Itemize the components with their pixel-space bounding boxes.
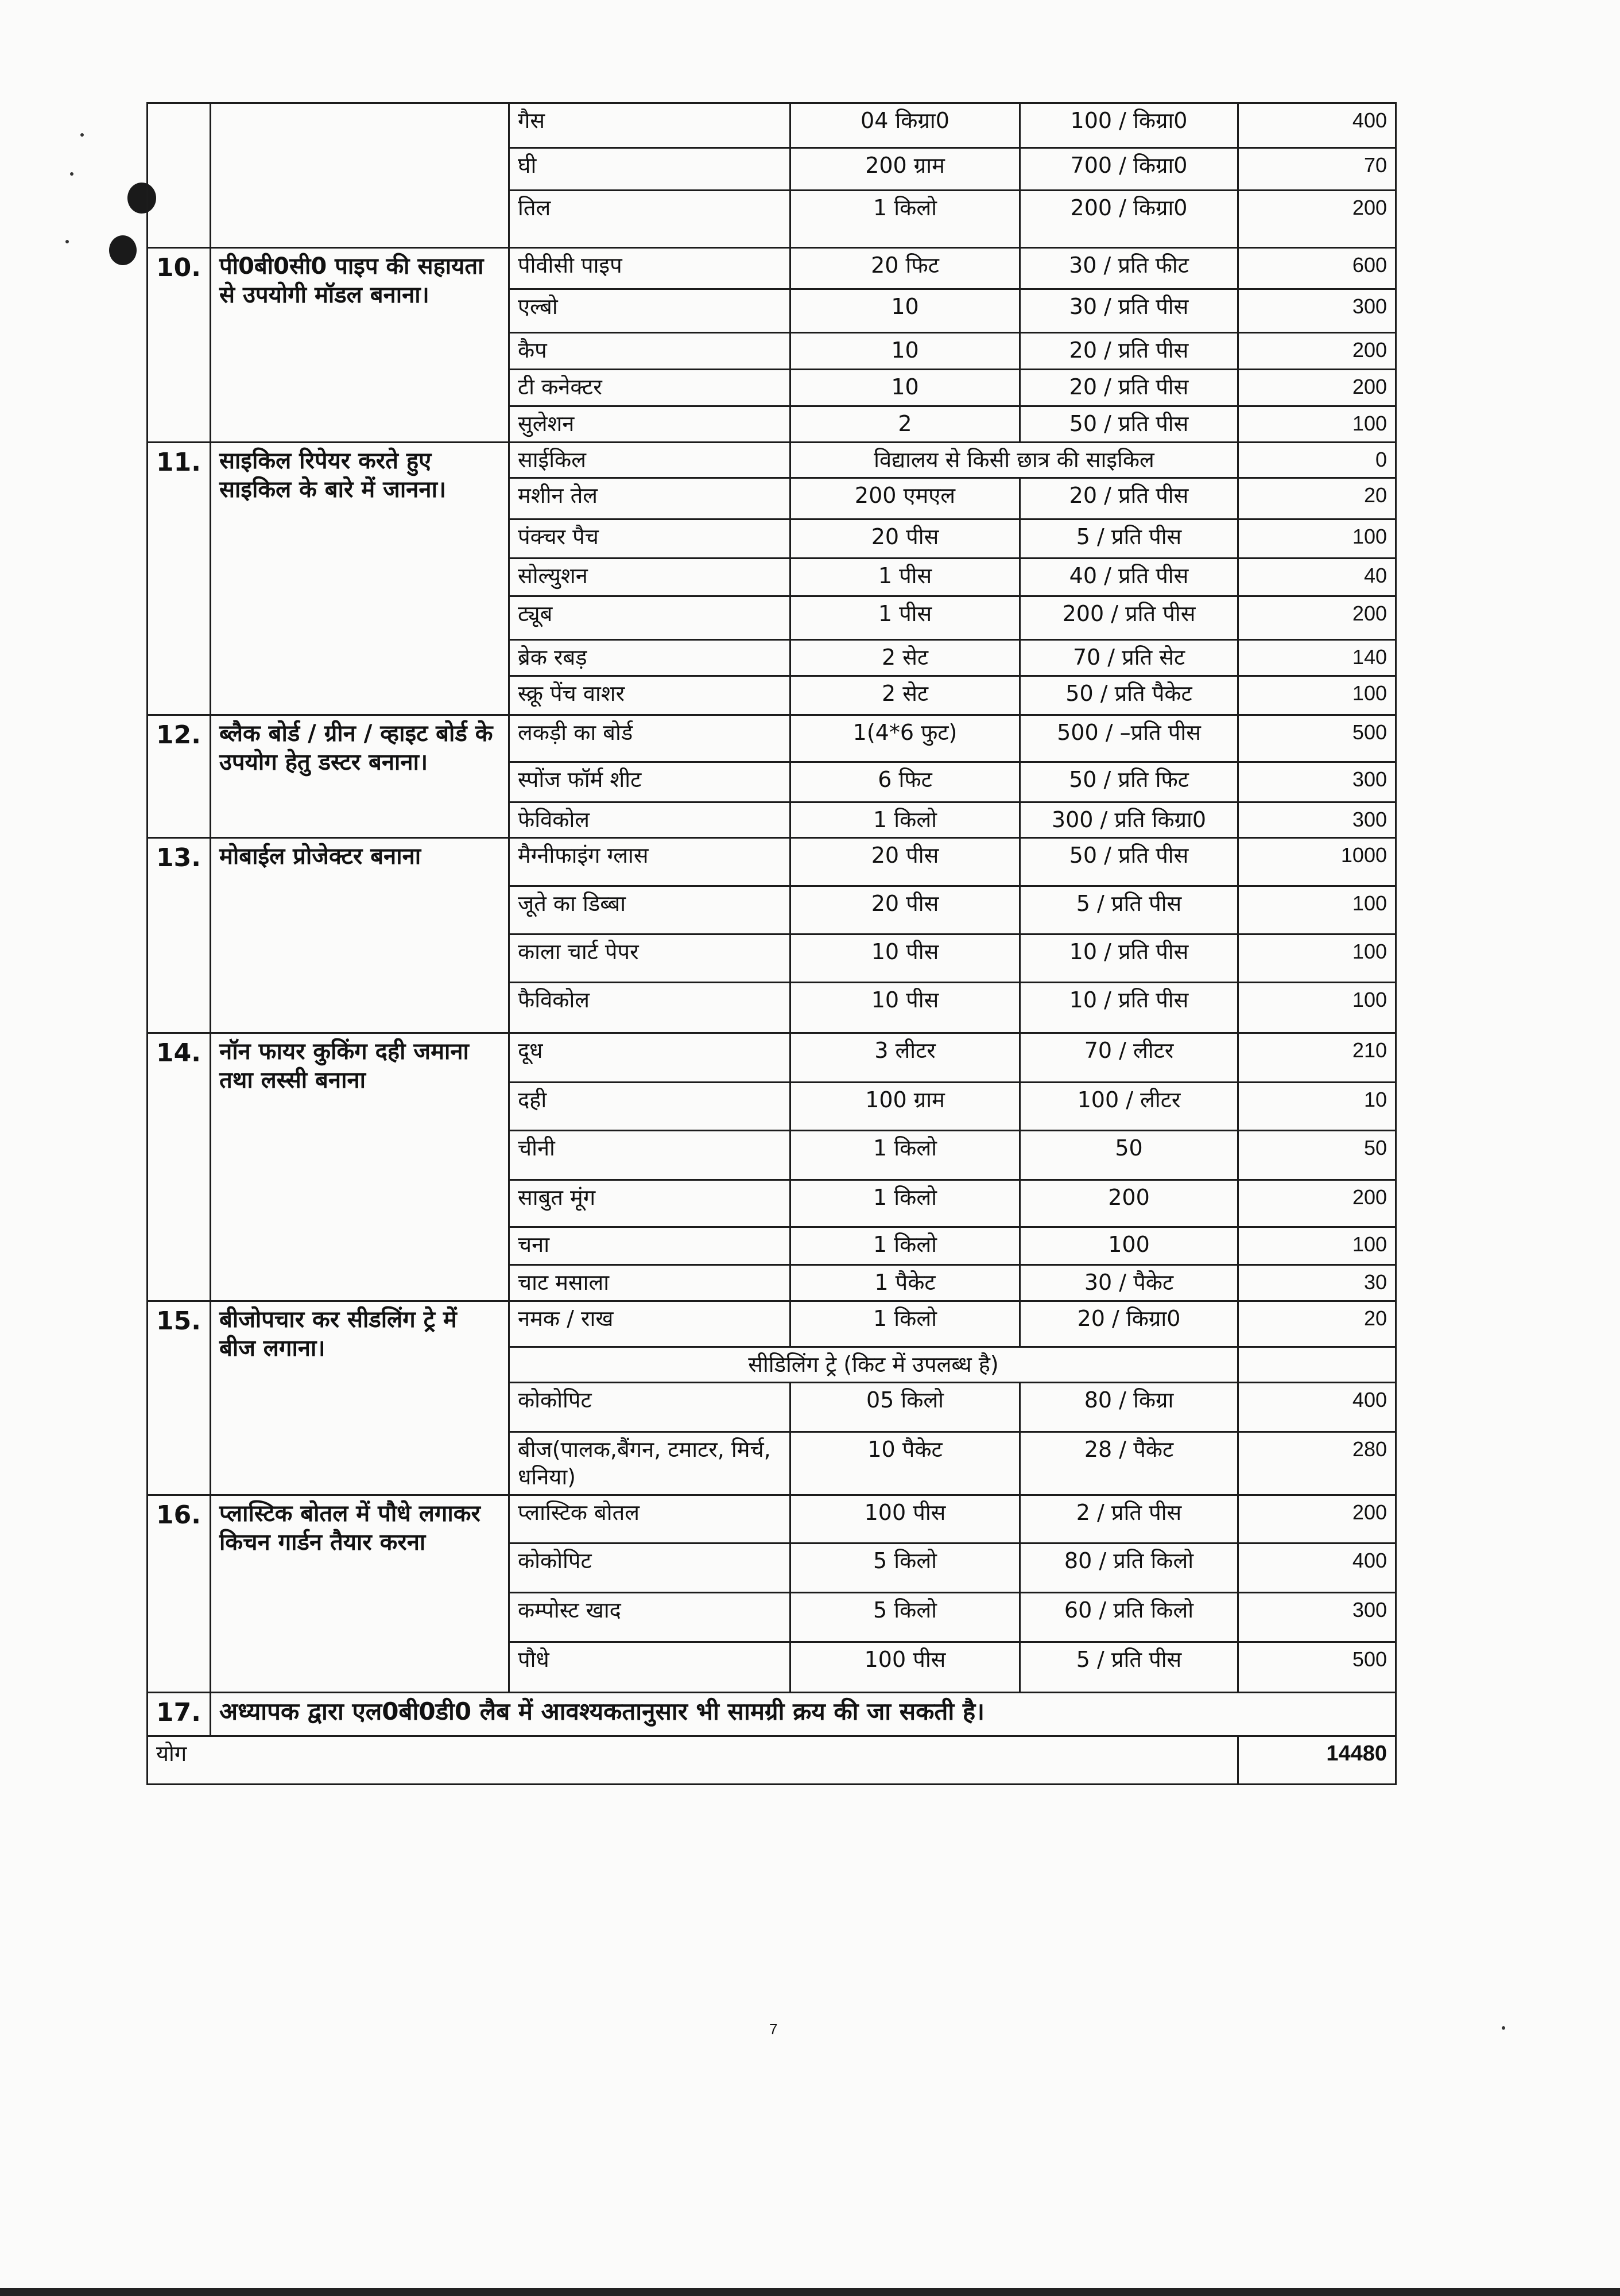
item-cell: दही — [509, 1083, 790, 1131]
quantity-cell: 200 एमएल — [790, 478, 1020, 519]
scan-edge — [0, 2288, 1620, 2296]
item-cell: कैप — [509, 333, 790, 370]
rate-cell: 80 / प्रति किलो — [1020, 1543, 1238, 1593]
rate-cell: 28 / पैकेट — [1020, 1432, 1238, 1495]
amount-cell — [1238, 1347, 1396, 1383]
item-cell: चाट मसाला — [509, 1265, 790, 1301]
amount-cell: 1000 — [1238, 838, 1396, 886]
quantity-cell: 3 लीटर — [790, 1033, 1020, 1083]
rate-cell: 80 / किग्रा — [1020, 1383, 1238, 1432]
amount-cell: 100 — [1238, 983, 1396, 1033]
quantity-cell: 10 — [790, 333, 1020, 370]
item-cell: काला चार्ट पेपर — [509, 934, 790, 983]
quantity-cell: 1 किलो — [790, 1180, 1020, 1227]
activity-cell: बीजोपचार कर सीडलिंग ट्रे में बीज लगाना। — [211, 1301, 509, 1495]
item-cell: प्लास्टिक बोतल — [509, 1495, 790, 1543]
quantity-cell: 10 पीस — [790, 934, 1020, 983]
item-cell: ट्यूब — [509, 596, 790, 640]
item-cell: पौधे — [509, 1642, 790, 1693]
amount-cell: 100 — [1238, 934, 1396, 983]
activity-cell: नॉन फायर कुकिंग दही जमाना तथा लस्सी बनाना — [211, 1033, 509, 1301]
amount-cell: 140 — [1238, 640, 1396, 676]
quantity-cell: 1 पीस — [790, 559, 1020, 596]
item-cell: फैविकोल — [509, 983, 790, 1033]
amount-cell: 200 — [1238, 370, 1396, 406]
item-cell: स्क्रू पेंच वाशर — [509, 676, 790, 715]
amount-cell: 210 — [1238, 1033, 1396, 1083]
rate-cell: 10 / प्रति पीस — [1020, 934, 1238, 983]
amount-cell: 200 — [1238, 333, 1396, 370]
table-row — [148, 442, 1396, 478]
quantity-cell: 6 फिट — [790, 762, 1020, 802]
quantity-cell: 100 ग्राम — [790, 1083, 1020, 1131]
amount-cell: 300 — [1238, 762, 1396, 802]
quantity-cell: 04 किग्रा0 — [790, 103, 1020, 148]
rate-cell: 30 / पैकेट — [1020, 1265, 1238, 1301]
quantity-cell: 2 सेट — [790, 640, 1020, 676]
serial-number-cell: 13. — [148, 838, 211, 1033]
amount-cell: 500 — [1238, 1642, 1396, 1693]
item-cell: नमक / राख — [509, 1301, 790, 1347]
merged-note-cell: विद्यालय से किसी छात्र की साइकिल — [790, 442, 1238, 478]
quantity-cell: 100 पीस — [790, 1495, 1020, 1543]
quantity-cell: 1 किलो — [790, 1131, 1020, 1180]
item-cell: सोल्युशन — [509, 559, 790, 596]
item-cell: फेविकोल — [509, 802, 790, 838]
amount-cell: 200 — [1238, 191, 1396, 248]
rate-cell: 100 / लीटर — [1020, 1083, 1238, 1131]
item-cell: एल्बो — [509, 289, 790, 333]
quantity-cell: 20 पीस — [790, 519, 1020, 559]
rate-cell: 500 / –प्रति पीस — [1020, 715, 1238, 762]
note-cell: अध्यापक द्वारा एल0बी0डी0 लैब में आवश्यकतानुसार भी सामग्री क्रय की जा सकती है। — [211, 1693, 1396, 1736]
serial-number-cell: 10. — [148, 248, 211, 443]
amount-cell: 300 — [1238, 1593, 1396, 1642]
rate-cell: 5 / प्रति पीस — [1020, 1642, 1238, 1693]
item-cell: कम्पोस्ट खाद — [509, 1593, 790, 1642]
serial-number-cell — [148, 103, 211, 248]
scan-speck — [70, 172, 73, 176]
page-number: 7 — [769, 2020, 778, 2038]
item-cell: साईकिल — [509, 442, 790, 478]
quantity-cell: 1 पैकेट — [790, 1265, 1020, 1301]
table-row — [148, 838, 1396, 886]
item-cell: कोकोपिट — [509, 1543, 790, 1593]
amount-cell: 200 — [1238, 596, 1396, 640]
amount-cell: 300 — [1238, 802, 1396, 838]
amount-cell: 30 — [1238, 1265, 1396, 1301]
item-cell: बीज(पालक,बैंगन, टमाटर, मिर्च, धनिया) — [509, 1432, 790, 1495]
item-cell: पीवीसी पाइप — [509, 248, 790, 289]
rate-cell: 30 / प्रति पीस — [1020, 289, 1238, 333]
amount-cell: 10 — [1238, 1083, 1396, 1131]
item-cell: टी कनेक्टर — [509, 370, 790, 406]
quantity-cell: 20 फिट — [790, 248, 1020, 289]
activity-cell: साइकिल रिपेयर करते हुए साइकिल के बारे में जानना। — [211, 442, 509, 715]
total-row — [148, 1736, 1396, 1785]
materials-cost-table — [146, 102, 1397, 1785]
serial-number-cell: 11. — [148, 442, 211, 715]
quantity-cell: 20 पीस — [790, 886, 1020, 934]
table-row — [148, 248, 1396, 289]
kit-note-cell: सीडिलिंग ट्रे (किट में उपलब्ध है) — [509, 1347, 1238, 1383]
rate-cell: 700 / किग्रा0 — [1020, 148, 1238, 191]
quantity-cell: 1 पीस — [790, 596, 1020, 640]
rate-cell: 20 / प्रति पीस — [1020, 370, 1238, 406]
rate-cell: 70 / प्रति सेट — [1020, 640, 1238, 676]
item-cell: तिल — [509, 191, 790, 248]
quantity-cell: 2 सेट — [790, 676, 1020, 715]
item-cell: घी — [509, 148, 790, 191]
activity-cell: पी0बी0सी0 पाइप की सहायता से उपयोगी मॉडल बनाना। — [211, 248, 509, 443]
rate-cell: 20 / प्रति पीस — [1020, 333, 1238, 370]
rate-cell: 50 / प्रति पैकेट — [1020, 676, 1238, 715]
rate-cell: 50 / प्रति पीस — [1020, 406, 1238, 443]
quantity-cell: 5 किलो — [790, 1543, 1020, 1593]
quantity-cell: 1 किलो — [790, 802, 1020, 838]
rate-cell: 300 / प्रति किग्रा0 — [1020, 802, 1238, 838]
rate-cell: 200 / किग्रा0 — [1020, 191, 1238, 248]
table-row — [148, 715, 1396, 762]
amount-cell: 100 — [1238, 406, 1396, 443]
amount-cell: 70 — [1238, 148, 1396, 191]
quantity-cell: 10 पीस — [790, 983, 1020, 1033]
quantity-cell: 2 — [790, 406, 1020, 443]
activity-cell: मोबाईल प्रोजेक्टर बनाना — [211, 838, 509, 1033]
amount-cell: 400 — [1238, 103, 1396, 148]
quantity-cell: 100 पीस — [790, 1642, 1020, 1693]
rate-cell: 60 / प्रति किलो — [1020, 1593, 1238, 1642]
rate-cell: 100 / किग्रा0 — [1020, 103, 1238, 148]
quantity-cell: 20 पीस — [790, 838, 1020, 886]
rate-cell: 200 — [1020, 1180, 1238, 1227]
rate-cell: 50 / प्रति पीस — [1020, 838, 1238, 886]
amount-cell: 500 — [1238, 715, 1396, 762]
item-cell: गैस — [509, 103, 790, 148]
amount-cell: 100 — [1238, 676, 1396, 715]
rate-cell: 50 — [1020, 1131, 1238, 1180]
serial-number-cell: 15. — [148, 1301, 211, 1495]
amount-cell: 600 — [1238, 248, 1396, 289]
rate-cell: 10 / प्रति पीस — [1020, 983, 1238, 1033]
table-row — [148, 1495, 1396, 1543]
amount-cell: 20 — [1238, 478, 1396, 519]
rate-cell: 70 / लीटर — [1020, 1033, 1238, 1083]
serial-number-cell: 12. — [148, 715, 211, 838]
scan-speck — [1502, 2026, 1505, 2030]
activity-cell: प्लास्टिक बोतल में पौधे लगाकर किचन गार्डन तैयार करना — [211, 1495, 509, 1693]
amount-cell: 200 — [1238, 1180, 1396, 1227]
amount-cell: 400 — [1238, 1383, 1396, 1432]
amount-cell: 280 — [1238, 1432, 1396, 1495]
quantity-cell: 1(4*6 फुट) — [790, 715, 1020, 762]
item-cell: चीनी — [509, 1131, 790, 1180]
quantity-cell: 1 किलो — [790, 1227, 1020, 1265]
rate-cell: 20 / प्रति पीस — [1020, 478, 1238, 519]
amount-cell: 300 — [1238, 289, 1396, 333]
serial-number-cell: 17. — [148, 1693, 211, 1736]
quantity-cell: 1 किलो — [790, 1301, 1020, 1347]
amount-cell: 200 — [1238, 1495, 1396, 1543]
quantity-cell: 200 ग्राम — [790, 148, 1020, 191]
rate-cell: 5 / प्रति पीस — [1020, 886, 1238, 934]
item-cell: चना — [509, 1227, 790, 1265]
table-row — [148, 1693, 1396, 1736]
scan-speck — [80, 133, 84, 137]
item-cell: सुलेशन — [509, 406, 790, 443]
item-cell: जूते का डिब्बा — [509, 886, 790, 934]
punch-hole-bottom — [109, 235, 137, 265]
quantity-cell: 10 — [790, 370, 1020, 406]
quantity-cell: 5 किलो — [790, 1593, 1020, 1642]
total-amount: 14480 — [1238, 1736, 1396, 1785]
rate-cell: 50 / प्रति फिट — [1020, 762, 1238, 802]
total-label: योग — [148, 1736, 1238, 1785]
item-cell: लकड़ी का बोर्ड — [509, 715, 790, 762]
item-cell: दूध — [509, 1033, 790, 1083]
item-cell: कोकोपिट — [509, 1383, 790, 1432]
rate-cell: 200 / प्रति पीस — [1020, 596, 1238, 640]
quantity-cell: 1 किलो — [790, 191, 1020, 248]
amount-cell: 50 — [1238, 1131, 1396, 1180]
item-cell: मशीन तेल — [509, 478, 790, 519]
rate-cell: 30 / प्रति फीट — [1020, 248, 1238, 289]
amount-cell: 400 — [1238, 1543, 1396, 1593]
amount-cell: 100 — [1238, 886, 1396, 934]
quantity-cell: 10 — [790, 289, 1020, 333]
amount-cell: 100 — [1238, 1227, 1396, 1265]
rate-cell: 20 / किग्रा0 — [1020, 1301, 1238, 1347]
rate-cell: 5 / प्रति पीस — [1020, 519, 1238, 559]
rate-cell: 40 / प्रति पीस — [1020, 559, 1238, 596]
item-cell: स्पोंज फॉर्म शीट — [509, 762, 790, 802]
rate-cell: 100 — [1020, 1227, 1238, 1265]
amount-cell: 0 — [1238, 442, 1396, 478]
activity-cell: ब्लैक बोर्ड / ग्रीन / व्हाइट बोर्ड के उपयोग हेतु डस्टर बनाना। — [211, 715, 509, 838]
table-row — [148, 103, 1396, 148]
serial-number-cell: 16. — [148, 1495, 211, 1693]
amount-cell: 100 — [1238, 519, 1396, 559]
quantity-cell: 10 पैकेट — [790, 1432, 1020, 1495]
amount-cell: 20 — [1238, 1301, 1396, 1347]
table-row — [148, 1301, 1396, 1347]
item-cell: ब्रेक रबड़ — [509, 640, 790, 676]
quantity-cell: 05 किलो — [790, 1383, 1020, 1432]
item-cell: साबुत मूंग — [509, 1180, 790, 1227]
serial-number-cell: 14. — [148, 1033, 211, 1301]
activity-cell — [211, 103, 509, 248]
amount-cell: 40 — [1238, 559, 1396, 596]
rate-cell: 2 / प्रति पीस — [1020, 1495, 1238, 1543]
item-cell: मैग्नीफाइंग ग्लास — [509, 838, 790, 886]
scan-speck — [65, 240, 69, 243]
item-cell: पंक्चर पैच — [509, 519, 790, 559]
table-row — [148, 1033, 1396, 1083]
